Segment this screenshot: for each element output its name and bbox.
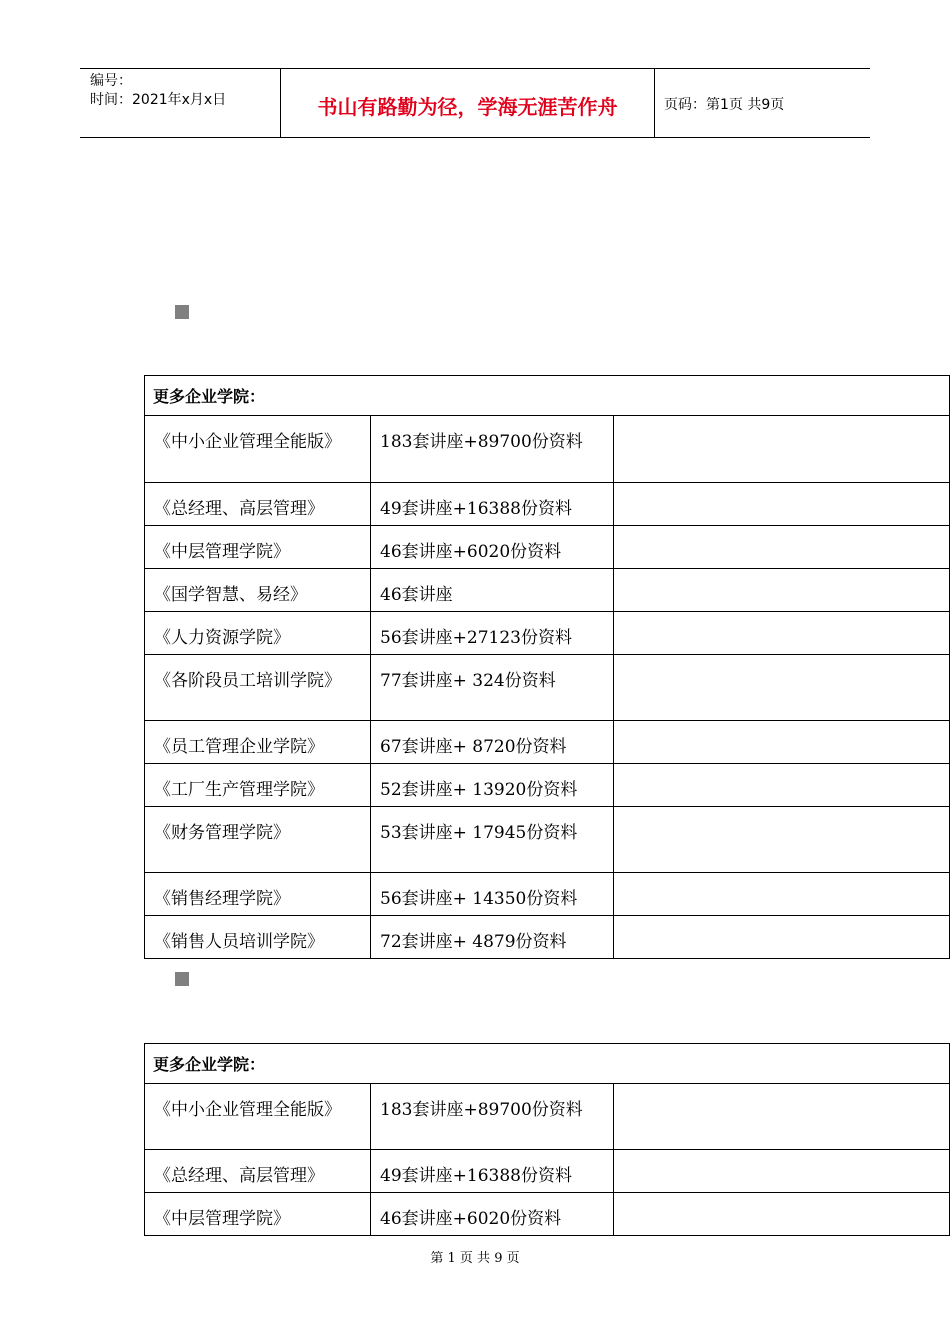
course-desc: 183套讲座+89700份资料 — [371, 1084, 614, 1150]
course-desc: 67套讲座+ 8720份资料 — [371, 721, 614, 764]
course-desc: 46套讲座+6020份资料 — [371, 526, 614, 569]
number-label: 编号： — [90, 73, 132, 89]
table-row — [145, 655, 950, 721]
course-desc: 183套讲座+89700份资料 — [371, 416, 614, 483]
table-row — [145, 569, 950, 612]
empty-cell — [614, 916, 950, 959]
empty-cell — [614, 655, 950, 721]
table-row — [145, 526, 950, 569]
time-label: 时间：2021年x月x日 — [90, 92, 227, 108]
table-row — [145, 1150, 950, 1193]
course-desc: 77套讲座+ 324份资料 — [371, 655, 614, 721]
course-desc: 72套讲座+ 4879份资料 — [371, 916, 614, 959]
empty-cell — [614, 764, 950, 807]
square-bullet-icon — [175, 972, 189, 986]
empty-cell — [614, 873, 950, 916]
course-name: 《财务管理学院》 — [145, 807, 371, 873]
course-name: 《国学智慧、易经》 — [145, 569, 371, 612]
empty-cell — [614, 612, 950, 655]
table-row — [145, 721, 950, 764]
table-row — [145, 807, 950, 873]
table-title: 更多企业学院： — [145, 1044, 950, 1084]
empty-cell — [614, 1193, 950, 1236]
course-name: 《各阶段员工培训学院》 — [145, 655, 371, 721]
course-desc: 56套讲座+27123份资料 — [371, 612, 614, 655]
table-row — [145, 1084, 950, 1150]
course-desc: 52套讲座+ 13920份资料 — [371, 764, 614, 807]
table-row — [145, 483, 950, 526]
empty-cell — [614, 1150, 950, 1193]
table-row — [145, 1193, 950, 1236]
header-page-info: 页码：第1页 共9页 — [664, 97, 785, 113]
table-row — [145, 873, 950, 916]
course-name: 《销售人员培训学院》 — [145, 916, 371, 959]
course-name: 《总经理、高层管理》 — [145, 483, 371, 526]
page-footer: 第 1 页 共 9 页 — [430, 1251, 520, 1266]
header-meta — [80, 69, 281, 137]
header-motto: 书山有路勤为径，学海无涯苦作舟 — [281, 69, 655, 137]
table-row — [145, 416, 950, 483]
table-title: 更多企业学院： — [145, 376, 950, 416]
empty-cell — [614, 526, 950, 569]
course-table — [144, 1043, 950, 1236]
course-desc: 49套讲座+16388份资料 — [371, 1150, 614, 1193]
course-name: 《销售经理学院》 — [145, 873, 371, 916]
empty-cell — [614, 807, 950, 873]
course-name: 《人力资源学院》 — [145, 612, 371, 655]
course-desc: 49套讲座+16388份资料 — [371, 483, 614, 526]
course-name: 《总经理、高层管理》 — [145, 1150, 371, 1193]
course-desc: 46套讲座+6020份资料 — [371, 1193, 614, 1236]
empty-cell — [614, 416, 950, 483]
course-name: 《工厂生产管理学院》 — [145, 764, 371, 807]
square-bullet-icon — [175, 305, 189, 319]
empty-cell — [614, 483, 950, 526]
empty-cell — [614, 721, 950, 764]
course-name: 《中小企业管理全能版》 — [145, 416, 371, 483]
course-name: 《中层管理学院》 — [145, 526, 371, 569]
table-row — [145, 612, 950, 655]
course-desc: 53套讲座+ 17945份资料 — [371, 807, 614, 873]
table-row — [145, 764, 950, 807]
course-desc: 56套讲座+ 14350份资料 — [371, 873, 614, 916]
table-row — [145, 916, 950, 959]
page-header — [80, 68, 870, 138]
course-name: 《中小企业管理全能版》 — [145, 1084, 371, 1150]
empty-cell — [614, 1084, 950, 1150]
course-desc: 46套讲座 — [371, 569, 614, 612]
course-name: 《员工管理企业学院》 — [145, 721, 371, 764]
empty-cell — [614, 569, 950, 612]
course-table — [144, 375, 950, 959]
course-name: 《中层管理学院》 — [145, 1193, 371, 1236]
